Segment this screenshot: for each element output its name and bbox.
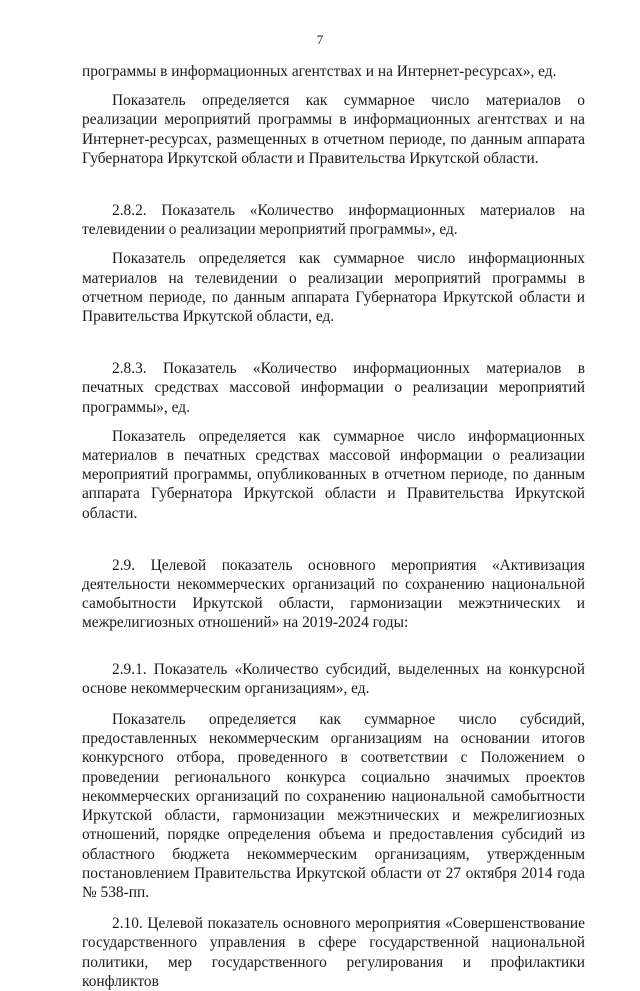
- paragraph-section-2-8-3: 2.8.3. Показатель «Количество информационных материалов в печатных средствах массовой информации о реализации мероприятий программы», ед.: [82, 360, 585, 416]
- paragraph-section-2-9: 2.9. Целевой показатель основного мероприятия «Активизация деятельности некоммерческих организаций по сохранению национальной самобытности Иркутской области, гармонизации межэтнических и межрелигиозных отношений» на 2019-2024 годы:: [82, 556, 585, 632]
- page-number: 7: [316, 32, 324, 47]
- paragraph-indicator-description: Показатель определяется как суммарное число материалов о реализации мероприятий программы в информационных агентствах и на Интернет-ресурсах, размещенных в отчетном периоде, по данным аппарата Губернатора Иркутской области и Правительства Иркутской области.: [82, 92, 585, 167]
- paragraph-section-2-8-2: 2.8.2. Показатель «Количество информационных материалов на телевидении о реализации мероприятий программы», ед.: [82, 202, 585, 239]
- paragraph-continuation: программы в информационных агентствах и на Интернет-ресурсах», ед.: [82, 63, 557, 80]
- document-body: [82, 62, 585, 991]
- paragraph-section-2-9-1: 2.9.1. Показатель «Количество субсидий, выделенных на конкурсной основе некоммерческим организациям», ед.: [82, 660, 585, 697]
- paragraph-indicator-description: Показатель определяется как суммарное число информационных материалов в печатных средствах массовой информации о реализации мероприятий программы, опубликованных в отчетном периоде, по данным аппарата Губернатора Иркутской области и Правительства Иркутской области.: [82, 427, 585, 522]
- paragraph-section-2-10: 2.10. Целевой показатель основного мероприятия «Совершенствование государственного управления в сфере государственной национальной политики, мер государственного регулирования и профилактики конфликтов: [82, 915, 585, 990]
- paragraph-indicator-description: Показатель определяется как суммарное число информационных материалов на телевидении о реализации мероприятий программы в отчетном периоде, по данным аппарата Губернатора Иркутской области и Правительства Иркутской области, ед.: [82, 250, 585, 326]
- paragraph-indicator-description: Показатель определяется как суммарное число субсидий, предоставленных некоммерческим организациям на основании итогов конкурсного отбора, проведенного в соответствии с Положением о проведении регионального конкурса социально значимых проектов некоммерческих организаций по сохранению национальной самобытности Иркутской области, гармонизации межэтнических и межрелигиозных отношений, порядке определения объема и предоставления субсидий из областного бюджета некоммерческим организациям, утвержденным постановлением Правительства Иркутской области от 27 октября 2014 года № 538-пп.: [82, 711, 585, 901]
